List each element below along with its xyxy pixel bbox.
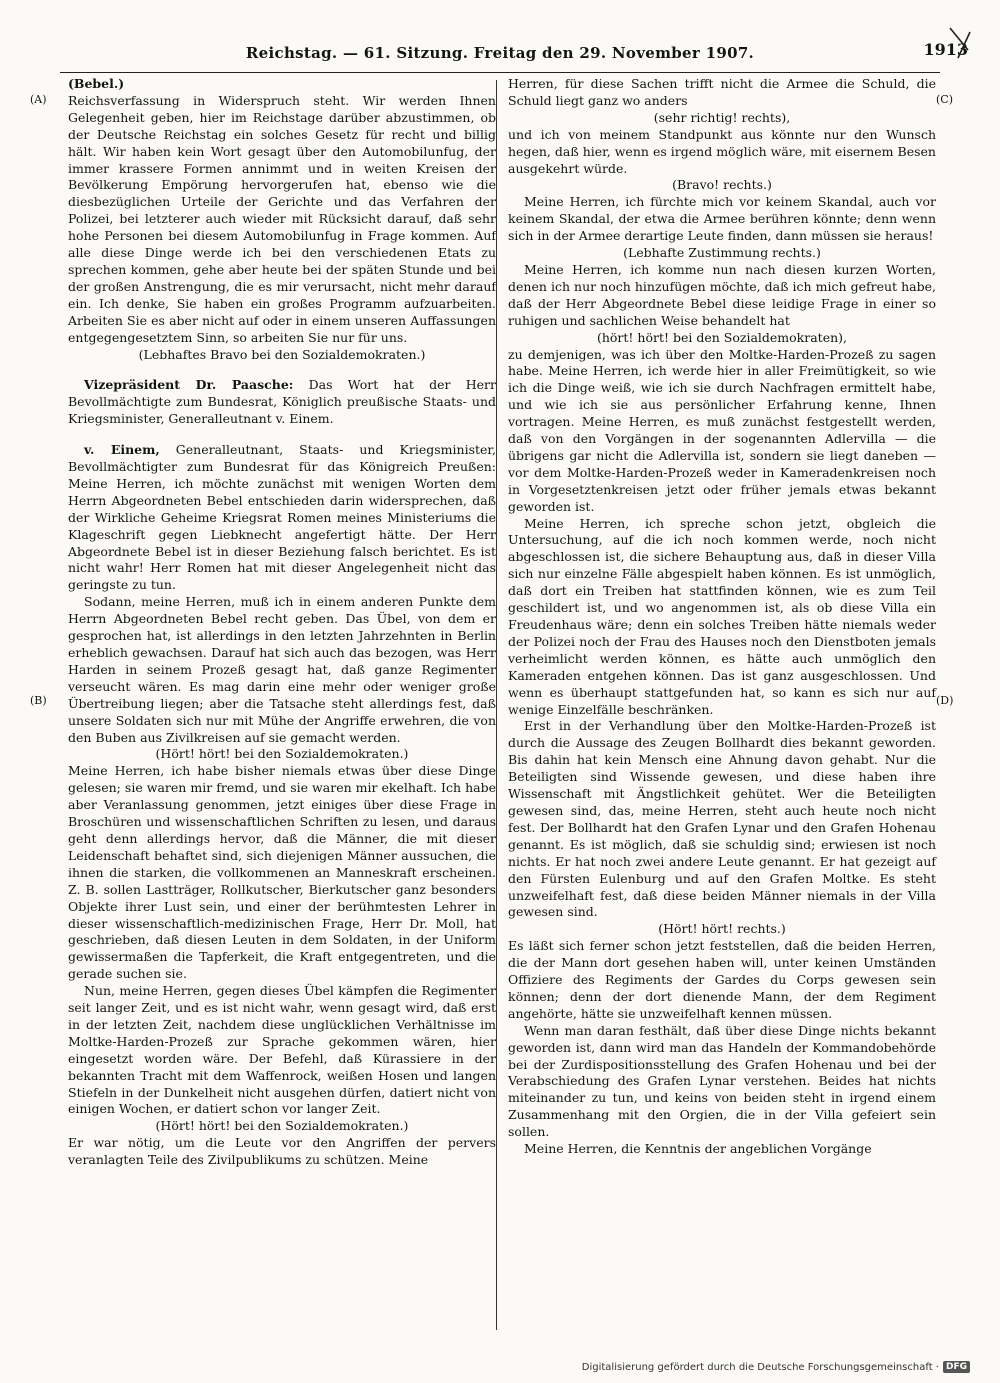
dfg-logo: DFG <box>943 1361 970 1373</box>
speaker-name: v. Einem, <box>84 442 160 458</box>
paragraph: Wenn man daran festhält, daß über diese Dinge nichts bekannt geworden ist, dann wird man das Handeln der Kommandobehörde bei der Zurdispositionsstellung des Grafen Hohenau und bei der Verabschiedung des Grafen Lynar verstehen. Beides hat nichts miteinander zu tun, und keins von beiden steht in irgend einem Zusammenhang mit den Orgien, die in der Villa gefeiert sein sollen. <box>508 1022 936 1140</box>
paragraph: Meine Herren, ich habe bisher niemals etwas über diese Dinge gelesen; sie waren mir fremd, und sie waren mir ekelhaft. Ich habe aber Veranlassung genommen, jetzt einiges über diese Frage in Broschüren und wissenschaftlichen Schriften zu lesen, und daraus geht denn allerdings hervor, daß die Männer, die mit dieser Leidenschaft behaftet sind, sich diejenigen Männer aussuchen, die ihnen die starken, die vollkommenen an Manneskraft erscheinen. Z. B. sollen Lastträger, Rollkutscher, Bierkutscher ganz besonders Objekte ihrer Lust sein, und einer der berühmtesten Lehrer in dieser wissenschaftlich-medizinischen Frage, Herr Dr. Moll, hat geschrieben, daß diesen Leuten in dem Soldaten, in der Uniform gewissermaßen die Tapferkeit, die Kraft entgegentreten, und die gerade suchen sie. <box>68 763 496 982</box>
page-title: Reichstag. — 61. Sitzung. Freitag den 29. November 1907. <box>245 44 755 62</box>
interjection: (hört! hört! bei den Sozialdemokraten), <box>596 329 848 345</box>
speech-text: Generalleutnant, Staats- und Kriegsminister, Bevollmächtigter zum Bundesrat für das Königreich Preußen: Meine Herren, ich möchte zunächst mit wenigen Worten dem Herrn Abgeordneten Bebel entschieden darin widersprechen, daß der Wirkliche Geheime Kriegsrat Romen meines Ministeriums die Klageschrift gegen Liebknecht angefertigt hätte. Der Herr Abgeordnete Bebel ist in dieser Beziehung falsch berichtet. Es ist nicht wahr! Herr Romen hat mit dieser Angelegenheit nicht das geringste zu tun. <box>68 442 496 593</box>
margin-marker-c: (C) <box>936 93 953 106</box>
interjection: (Hört! hört! bei den Sozialdemokraten.) <box>155 746 409 762</box>
interjection: (Lebhaftes Bravo bei den Sozialdemokraten.) <box>138 346 426 362</box>
margin-marker-a: (A) <box>30 93 47 106</box>
paragraph: Nun, meine Herren, gegen dieses Übel kämpfen die Regimenter seit langer Zeit, und es ist nicht wahr, wenn gesagt wird, daß erst in der letzten Zeit, nachdem diese unglücklichen Verhältnisse im Moltke-Harden-Prozeß zur Sprache gekommen wären, hier eingesetzt worden wäre. Der Befehl, daß Kürassiere in der bekannten Tracht mit dem Waffenrock, weißen Hosen und langen Stiefeln in der Dunkelheit nicht ausgehen dürfen, datiert nicht von einigen Wochen, er datiert schon vor langer Zeit. <box>68 983 496 1117</box>
spacer <box>68 428 496 442</box>
paragraph: Reichsverfassung in Widerspruch steht. Wir werden Ihnen Gelegenheit geben, hier im Reichstage darüber abzustimmen, ob der Deutsche Reichstag ein solches Gesetz für recht und billig hält. Wir haben kein Wort gesagt über den Automobilunfug, der immer krassere Formen annimmt und in weiten Kreisen der Bevölkerung Empörung hervorgerufen hat, ebenso wie die diesbezüglichen Urteile der Gerichte und das Verfahren der Polizei, bei letzterer auch wieder mit Rücksicht darauf, daß sehr hohe Personen bei diesem Automobilunfug in Frage kommen. Auf alle diese Dinge werde ich bei den verschiedenen Etats zu sprechen kommen, gehe aber heute bei der späten Stunde und bei der großen Anstrengung, die es mir verursacht, nicht mehr darauf ein. Ich denke, Sie haben ein großes Programm aufzuarbeiten. Arbeiten Sie es aber nicht auf oder in einem unseren Auffassungen entgegengesetztem Sinn, so arbeiten Sie nur für uns. <box>68 92 496 345</box>
interjection: (Hört! hört! rechts.) <box>658 921 786 937</box>
paragraph: Sodann, meine Herren, muß ich in einem anderen Punkte dem Herrn Abgeordneten Bebel recht geben. Das Übel, von dem er gesprochen hat, ist allerdings in den letzten Jahrzehnten in Berlin erheblich gewachsen. Darauf hat sich auch das bezogen, was Herr Harden in seinem Prozeß gesagt hat, daß ganze Regimenter verseucht wären. Es mag darin eine mehr oder weniger große Übertreibung liegen; aber die Tatsache steht allerdings fest, daß unsere Soldaten sich nur mit Mühe der Angriffe erwehren, die von den Buben aus Zivilkreisen auf sie gemacht werden. <box>68 594 496 745</box>
credit-text: Digitalisierung gefördert durch die Deutsche Forschungsgemeinschaft · <box>581 1361 939 1373</box>
handwritten-correction-mark <box>946 24 980 64</box>
speaker-tag: (Bebel.) <box>68 76 125 91</box>
paragraph <box>68 377 496 428</box>
paragraph: Herren, für diese Sachen trifft nicht die Armee die Schuld, die Schuld liegt ganz wo anders <box>508 76 936 108</box>
paragraph: Er war nötig, um die Leute vor den Angriffen der pervers veranlagten Teile des Zivilpublikums zu schützen. Meine <box>68 1135 496 1168</box>
margin-marker-d: (D) <box>936 694 954 707</box>
paragraph <box>68 442 496 594</box>
spacer <box>68 363 496 377</box>
paragraph: Meine Herren, ich komme nun nach diesen kurzen Worten, denen ich nur noch hinzufügen möchte, daß ich mich gefreut habe, daß der Herr Abgeordnete Bebel diese leidige Frage in einer so ruhigen und sachlichen Weise behandelt hat <box>508 261 936 328</box>
margin-marker-b: (B) <box>30 694 47 707</box>
paragraph: Meine Herren, ich spreche schon jetzt, obgleich die Untersuchung, auf die ich noch kommen werde, noch nicht abgeschlossen ist, die sichere Behauptung aus, daß in dieser Villa sich nur einzelne Fälle abgespielt haben können. Es ist unmöglich, daß dort ein Treiben hat stattfinden können, wie es zum Teil geschildert ist, und wo angenommen ist, als ob diese Villa ein Freudenhaus wäre; denn ein solches Treiben hätte niemals weder der Polizei noch der Frau des Hauses noch den Dienstboten jemals verheimlicht werden können, es hätte auch unmöglich den Kameraden entgehen können. Das ist ganz ausgeschlossen. Und wenn es überhaupt stattgefunden hat, so kann es sich nur auf wenige Einzelfälle beschränken. <box>508 515 936 717</box>
column-divider <box>496 80 497 1330</box>
interjection: (Bravo! rechts.) <box>672 177 772 193</box>
interjection: (Lebhafte Zustimmung rechts.) <box>623 245 821 261</box>
paragraph: Meine Herren, ich fürchte mich vor keinem Skandal, auch vor keinem Skandal, der etwa die Armee berühren könnte; denn wenn sich in der Armee derartige Leute finden, dann müssen sie heraus! <box>508 194 936 244</box>
speech-text: Das Wort hat der Herr Bevollmächtigte zum Bundesrat, Königlich preußische Staats- und Kriegsminister, Generalleutnant v. Einem. <box>68 377 496 427</box>
left-column <box>68 76 496 1169</box>
right-column <box>508 76 936 1158</box>
interjection: (Hört! hört! bei den Sozialdemokraten.) <box>155 1118 409 1134</box>
paragraph: Es läßt sich ferner schon jetzt feststellen, daß die beiden Herren, die der Mann dort gesehen haben will, unter keinen Umständen Offiziere des Regiments der Gardes du Corps gewesen sein können; denn der dort dienende Mann, der dem Regiment angehörte, hätte sie unzweifelhaft kennen müssen. <box>508 938 936 1021</box>
interjection: (sehr richtig! rechts), <box>653 109 791 125</box>
speaker-name: Vizepräsident Dr. Paasche: <box>84 377 294 393</box>
page-number: 1913 <box>923 40 968 59</box>
digitization-credit <box>582 1361 970 1373</box>
header-rule <box>60 72 940 73</box>
page-header <box>60 40 968 70</box>
paragraph: zu demjenigen, was ich über den Moltke-Harden-Prozeß zu sagen habe. Meine Herren, ich werde hier in aller Freimütigkeit, so wie ich die Dinge weiß, wie ich sie durch Nachfragen ermittelt habe, und wie ich sie aus persönlicher Erfahrung kenne, Ihnen vortragen. Meine Herren, es muß zunächst festgestellt werden, daß von den Vorgängen in der sogenannten Adlervilla — die übrigens gar nicht die Adlervilla ist, sondern sie liegt daneben — vor dem Moltke-Harden-Prozeß weder in Kameradenkreisen noch in Vorgesetztenkreisen jetzt oder früher jemals etwas bekannt geworden ist. <box>508 346 936 514</box>
paragraph: und ich von meinem Standpunkt aus könnte nur den Wunsch hegen, daß hier, wenn es irgend möglich wäre, mit eisernem Besen ausgekehrt würde. <box>508 126 936 176</box>
paragraph: Meine Herren, die Kenntnis der angeblichen Vorgänge <box>524 1141 872 1157</box>
paragraph: Erst in der Verhandlung über den Moltke-Harden-Prozeß ist durch die Aussage des Zeugen Bollhardt dies bekannt geworden. Bis dahin hat kein Mensch eine Ahnung davon gehabt. Nur die Beteiligten sind Wissende gewesen, und diese haben ihre Wissenschaft mit Ängstlichkeit gehütet. Wer die Beteiligten gewesen sind, das, meine Herren, steht auch heute noch nicht fest. Der Bollhardt hat den Grafen Lynar und den Grafen Hohenau genannt. Es ist möglich, daß sie schuldig sind; erwiesen ist noch nichts. Er hat noch zwei andere Leute genannt. Er hat gezeigt auf den Fürsten Eulenburg und auf den Grafen Moltke. Es steht unzweifelhaft fest, daß diese beiden Männer niemals in der Villa gewesen sind. <box>508 718 936 920</box>
